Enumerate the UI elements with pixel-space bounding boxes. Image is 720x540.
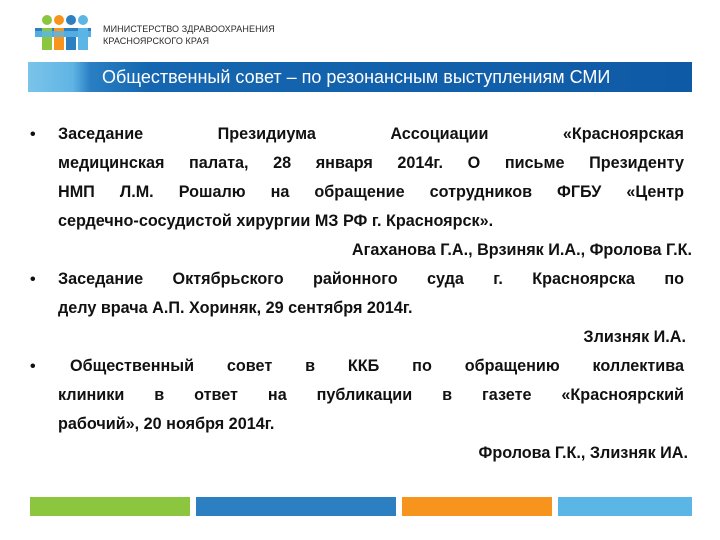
item-2-authors: Злизняк И.А. [583,328,686,346]
ministry-logo-icon [34,14,92,52]
ministry-line-2: КРАСНОЯРСКОГО КРАЯ [103,36,210,46]
item-3-line-2: клиники в ответ на публикации в газете «Красноярский [58,386,684,404]
item-1-authors: Агаханова Г.А., Врзиняк И.А., Фролова Г.К. [351,241,692,259]
bar-segment-orange [402,497,552,516]
item-2-line-1: Заседание Октябрьского районного суда г. Красноярска по [58,270,684,288]
slide-title-banner [28,62,692,92]
bullet-icon: • [30,358,36,375]
bullet-icon: • [30,271,36,288]
item-3-line-1: Общественный совет в ККБ по обращению коллектива [70,357,684,375]
item-2-line-2: делу врача А.П. Хориняк, 29 сентября 2014г. [58,299,413,317]
item-3-line-3: рабочий», 20 ноября 2014г. [58,415,275,433]
item-1-line-1: Заседание Президиума Ассоциации «Красноярская [58,125,684,143]
bar-segment-blue [196,497,396,516]
bottom-color-bar [30,497,692,516]
ministry-name [103,23,275,47]
item-1-line-2: медицинская палата, 28 января 2014г. О письме Президенту [58,154,684,172]
bar-segment-light-blue [558,497,692,516]
bullet-icon: • [30,126,36,143]
item-3-authors: Фролова Г.К., Злизняк ИА. [478,444,688,462]
ministry-line-1: МИНИСТЕРСТВО ЗДРАВООХРАНЕНИЯ [103,24,275,34]
item-1-line-3: НМП Л.М. Рошалю на обращение сотрудников ФГБУ «Центр [58,183,684,201]
bar-segment-green [30,497,190,516]
slide-title: Общественный совет – по резонансным выступлениям СМИ [102,67,611,87]
item-1-line-4: сердечно-сосудистой хирургии МЗ РФ г. Красноярск». [58,212,494,230]
